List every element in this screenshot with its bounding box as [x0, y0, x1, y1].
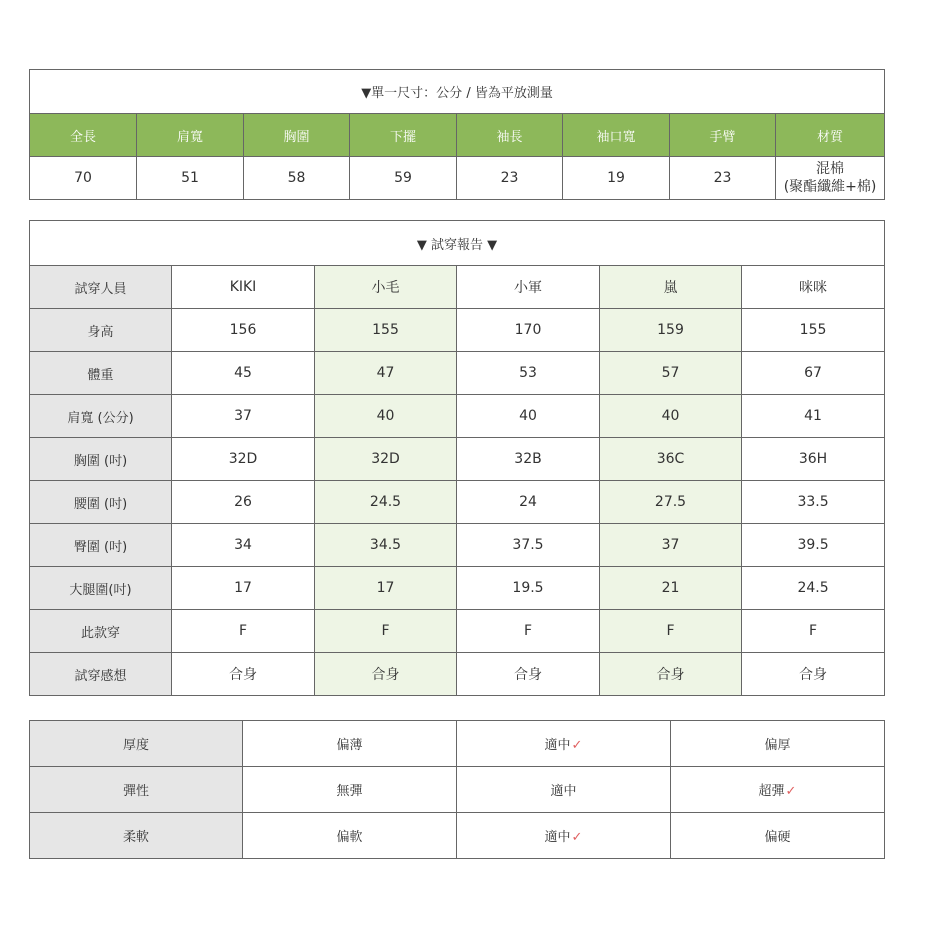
report-table-title: ▼ 試穿報告 ▼ — [30, 221, 885, 266]
feel-rows — [30, 721, 885, 859]
people-label: 試穿人員 — [30, 266, 172, 309]
report-cell: 合身 — [315, 653, 457, 696]
report-cell: 34 — [172, 524, 315, 567]
size-header: 全長 — [30, 114, 137, 157]
size-value: 59 — [350, 157, 457, 200]
feel-option-label: 偏厚 — [764, 738, 791, 753]
feel-option — [671, 721, 885, 767]
size-value: 23 — [670, 157, 776, 200]
report-row-label: 此款穿 — [30, 610, 172, 653]
feel-row-label: 厚度 — [30, 721, 243, 767]
report-cell: 39.5 — [742, 524, 885, 567]
report-cell: 45 — [172, 352, 315, 395]
report-cell: 32B — [457, 438, 600, 481]
feel-option-label: 適中 — [550, 784, 577, 799]
feel-row — [30, 721, 885, 767]
size-header: 手臂 — [670, 114, 776, 157]
report-cell: 36C — [600, 438, 742, 481]
report-cell: F — [315, 610, 457, 653]
size-header: 胸圍 — [244, 114, 350, 157]
report-cell: 26 — [172, 481, 315, 524]
fitting-report-table — [29, 220, 885, 696]
report-row-label: 身高 — [30, 309, 172, 352]
material-name: 混棉 — [816, 161, 845, 177]
feel-option-label: 適中 — [544, 738, 571, 753]
feel-option-label: 無彈 — [336, 784, 363, 799]
checkmark-icon: ✓ — [571, 738, 583, 753]
material-composition: (聚酯纖維+棉) — [783, 179, 877, 195]
feel-option-label: 偏硬 — [764, 830, 791, 845]
report-cell: F — [742, 610, 885, 653]
size-header: 肩寬 — [137, 114, 244, 157]
report-row — [30, 567, 885, 610]
report-row-label: 肩寬 (公分) — [30, 395, 172, 438]
report-cell: F — [172, 610, 315, 653]
report-row — [30, 524, 885, 567]
report-cell: 155 — [315, 309, 457, 352]
report-cell: 21 — [600, 567, 742, 610]
report-cell: 合身 — [172, 653, 315, 696]
report-row — [30, 309, 885, 352]
size-table — [29, 69, 885, 200]
person-name: KIKI — [172, 266, 315, 309]
size-value: 19 — [563, 157, 670, 200]
size-value: 51 — [137, 157, 244, 200]
report-cell: 159 — [600, 309, 742, 352]
feel-row-label: 彈性 — [30, 767, 243, 813]
size-value: 58 — [244, 157, 350, 200]
report-cell: 37 — [600, 524, 742, 567]
report-cell: 37 — [172, 395, 315, 438]
report-row-label: 體重 — [30, 352, 172, 395]
report-cell: 27.5 — [600, 481, 742, 524]
size-header: 袖口寬 — [563, 114, 670, 157]
size-header: 下擺 — [350, 114, 457, 157]
report-cell: 32D — [172, 438, 315, 481]
report-row — [30, 395, 885, 438]
report-cell: 47 — [315, 352, 457, 395]
report-cell: 40 — [315, 395, 457, 438]
feel-option-label: 偏薄 — [336, 738, 363, 753]
report-cell: 67 — [742, 352, 885, 395]
size-header: 袖長 — [457, 114, 563, 157]
checkmark-icon: ✓ — [785, 784, 797, 799]
report-cell: 24.5 — [315, 481, 457, 524]
report-cell: 36H — [742, 438, 885, 481]
fabric-feel-table — [29, 720, 885, 859]
report-row — [30, 610, 885, 653]
report-row — [30, 352, 885, 395]
report-cell: 19.5 — [457, 567, 600, 610]
report-cell: 34.5 — [315, 524, 457, 567]
report-row-label: 臀圍 (吋) — [30, 524, 172, 567]
feel-row — [30, 767, 885, 813]
feel-option — [671, 813, 885, 859]
report-cell: 33.5 — [742, 481, 885, 524]
feel-option-label: 偏軟 — [336, 830, 363, 845]
size-value: 70 — [30, 157, 137, 200]
report-cell: 40 — [457, 395, 600, 438]
report-row-label: 大腿圍(吋) — [30, 567, 172, 610]
report-cell: 155 — [742, 309, 885, 352]
feel-row-label: 柔軟 — [30, 813, 243, 859]
feel-option — [457, 813, 671, 859]
size-header: 材質 — [776, 114, 885, 157]
report-cell: 40 — [600, 395, 742, 438]
size-value: 23 — [457, 157, 563, 200]
material-cell — [776, 157, 885, 200]
report-row-label: 胸圍 (吋) — [30, 438, 172, 481]
feel-option — [671, 767, 885, 813]
report-row — [30, 438, 885, 481]
feel-option — [243, 813, 457, 859]
report-cell: 24.5 — [742, 567, 885, 610]
feel-option-label: 適中 — [544, 830, 571, 845]
report-cell: 合身 — [600, 653, 742, 696]
person-name: 嵐 — [600, 266, 742, 309]
report-cell: 17 — [315, 567, 457, 610]
report-cell: F — [457, 610, 600, 653]
report-cell: 170 — [457, 309, 600, 352]
feel-option — [457, 721, 671, 767]
report-cell: 53 — [457, 352, 600, 395]
feel-option-label: 超彈 — [758, 784, 785, 799]
report-cell: 57 — [600, 352, 742, 395]
report-row-label: 試穿感想 — [30, 653, 172, 696]
report-cell: 17 — [172, 567, 315, 610]
person-name: 咪咪 — [742, 266, 885, 309]
report-row — [30, 481, 885, 524]
size-table-title: ▼單一尺寸：公分 / 皆為平放測量 — [30, 70, 885, 114]
person-name: 小軍 — [457, 266, 600, 309]
report-cell: 合身 — [457, 653, 600, 696]
report-row-label: 腰圍 (吋) — [30, 481, 172, 524]
report-cell: 24 — [457, 481, 600, 524]
report-cell: 32D — [315, 438, 457, 481]
report-rows — [30, 309, 885, 696]
report-row — [30, 653, 885, 696]
feel-option — [243, 721, 457, 767]
feel-row — [30, 813, 885, 859]
feel-option — [457, 767, 671, 813]
checkmark-icon: ✓ — [571, 830, 583, 845]
report-cell: 156 — [172, 309, 315, 352]
report-cell: 41 — [742, 395, 885, 438]
feel-option — [243, 767, 457, 813]
report-cell: 37.5 — [457, 524, 600, 567]
person-name: 小毛 — [315, 266, 457, 309]
report-cell: F — [600, 610, 742, 653]
report-cell: 合身 — [742, 653, 885, 696]
